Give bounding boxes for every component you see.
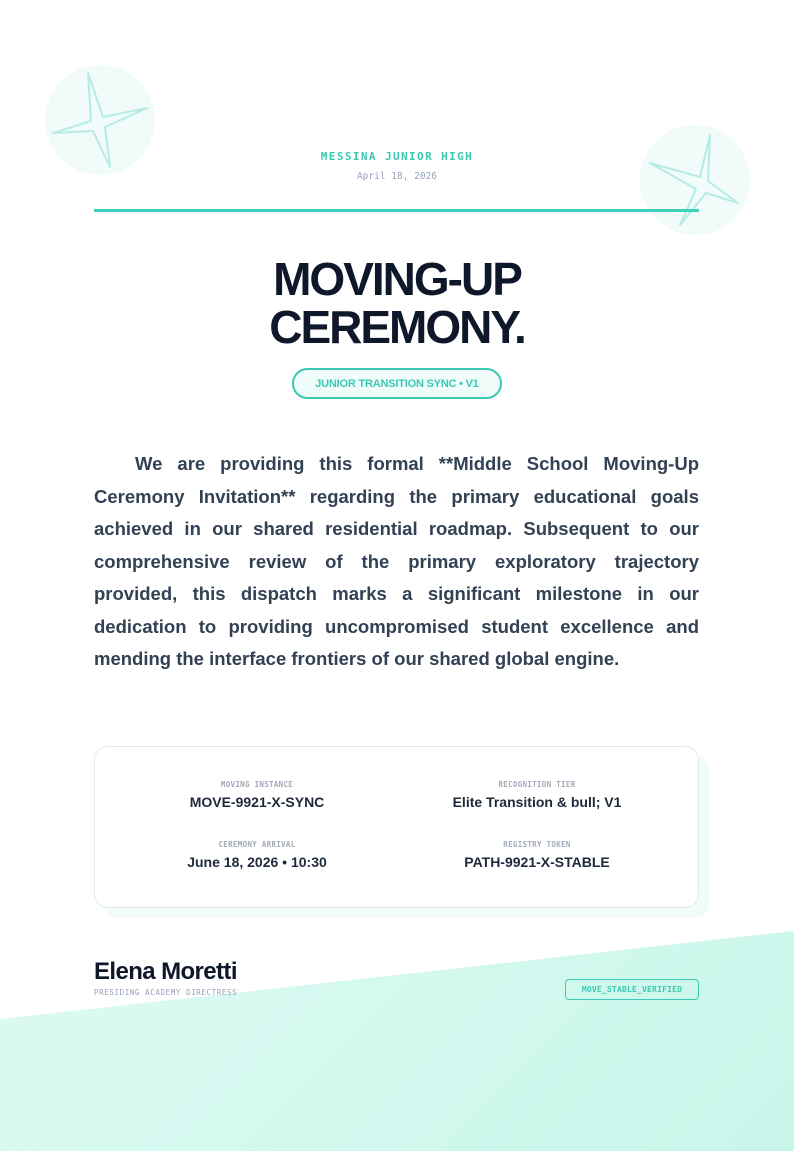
transition-badge: JUNIOR TRANSITION SYNC • V1 — [292, 368, 502, 399]
detail-label: CEREMONY ARRIVAL — [218, 840, 296, 849]
signer-name: Elena Moretti — [94, 958, 237, 985]
page-title — [0, 255, 794, 351]
detail-label: REGISTRY TOKEN — [503, 840, 571, 849]
signature-block — [94, 958, 237, 997]
detail-recognition-tier — [387, 780, 687, 810]
detail-label: MOVING INSTANCE — [220, 780, 294, 789]
detail-registry-token — [387, 840, 687, 870]
verification-stamp: MOVE_STABLE_VERIFIED — [565, 979, 699, 1000]
invitation-paragraph: We are providing this formal **Middle School Moving-Up Ceremony Invitation** regarding the primary educational goals achieved in our shared residential roadmap. Subsequent to our comprehensive review of the primary exploratory trajectory provided, this dispatch marks a significant milestone in our dedication to providing uncompromised student excellence and mending the interface frontiers of our shared global engine. — [94, 453, 699, 669]
header-divider — [94, 209, 699, 212]
title-line-1: MOVING-UP — [273, 253, 521, 305]
signer-role: PRESIDING ACADEMY DIRECTRESS — [94, 988, 238, 997]
letterhead — [0, 150, 794, 182]
detail-value: PATH-9921-X-STABLE — [464, 854, 610, 870]
detail-value: June 18, 2026 • 10:30 — [187, 854, 327, 870]
school-name: MESSINA JUNIOR HIGH — [320, 150, 474, 163]
title-line-2: CEREMONY. — [269, 301, 525, 353]
detail-ceremony-arrival — [107, 840, 407, 870]
detail-value: Elite Transition & bull; V1 — [452, 794, 622, 810]
detail-moving-instance — [107, 780, 407, 810]
details-card — [94, 746, 699, 908]
detail-label: RECOGNITION TIER — [498, 780, 576, 789]
issue-date: April 18, 2026 — [356, 171, 438, 182]
detail-value: MOVE-9921-X-SYNC — [189, 794, 325, 810]
